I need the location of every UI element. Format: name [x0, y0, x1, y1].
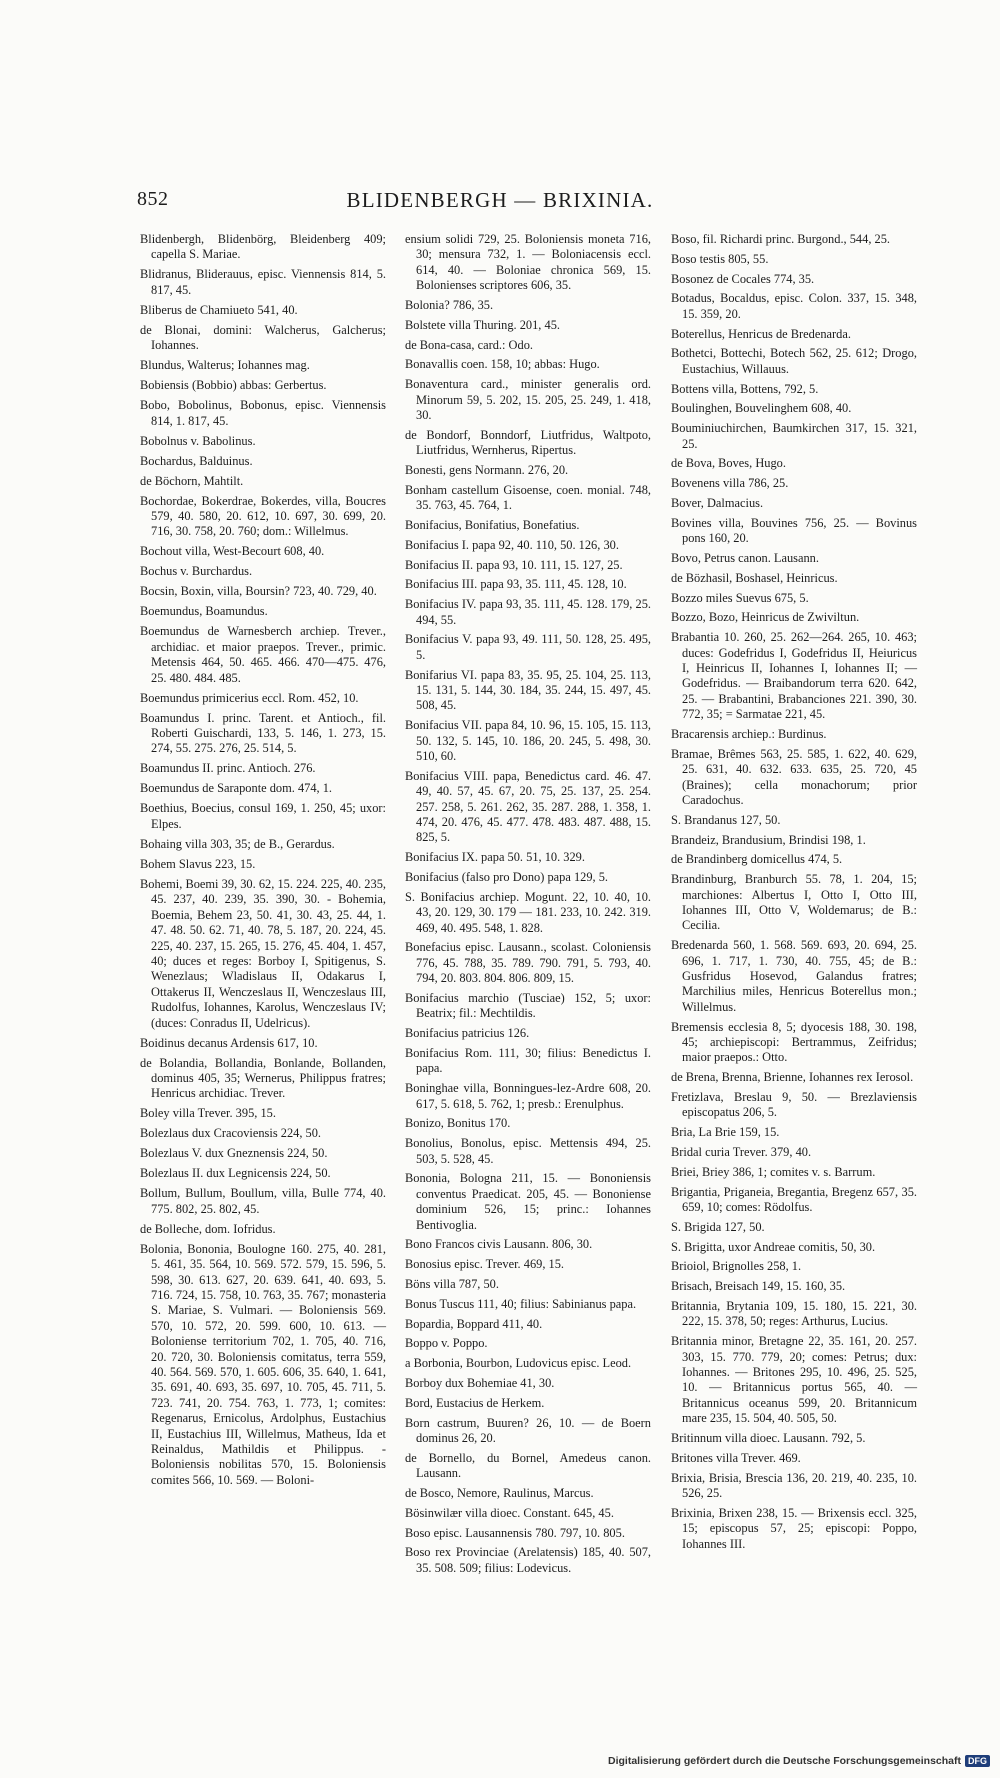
index-entry: Bredenarda 560, 1. 568. 569. 693, 20. 694, 25. 696, 1. 717, 1. 730, 40. 755, 45; de B.: Gusfridus Hosevod, Galandus fratres; Marchilius miles, Henricus Boterellus mon.; Willelmus. [671, 938, 917, 1014]
index-entry: Boemundus de Warnesberch archiep. Trever., archidiac. et maior praepos. Trever., primic. Metensis 464, 50. 465. 466. 470—475. 476, 25. 480. 484. 485. [140, 624, 386, 685]
index-entry: Bord, Eustacius de Herkem. [405, 1395, 545, 1410]
index-entry: S. Brigitta, uxor Andreae comitis, 50, 30. [671, 1239, 876, 1254]
index-entry: Bramae, Brêmes 563, 25. 585, 1. 622, 40. 629, 25. 631, 40. 632. 633. 635, 25. 720, 45 (Braines); cella monachorum; prior Caradochus. [671, 746, 917, 808]
index-entry: Bohaing villa 303, 35; de B., Gerardus. [140, 836, 335, 851]
index-entry: Bono Francos civis Lausann. 806, 30. [405, 1237, 593, 1252]
index-entry: Bocsin, Boxin, villa, Boursin? 723, 40. 729, 40. [140, 584, 377, 599]
index-entry: Boethius, Boecius, consul 169, 1. 250, 45; uxor: Elpes. [140, 801, 386, 831]
index-entry: Bosonez de Cocales 774, 35. [671, 271, 815, 286]
index-entry: de Bözhasil, Boshasel, Heinricus. [671, 570, 838, 585]
index-entry: Bonifacius III. papa 93, 35. 111, 45. 128, 10. [405, 577, 627, 592]
index-entry: Bover, Dalmacius. [671, 495, 764, 510]
index-column-left [140, 232, 386, 1493]
running-title: BLIDENBERGH — BRIXINIA. [346, 188, 654, 212]
index-entry: Bonesti, gens Normann. 276, 20. [405, 463, 569, 478]
index-entry: Böns villa 787, 50. [405, 1277, 499, 1292]
footer [608, 1753, 990, 1769]
index-entry: S. Bonifacius archiep. Mogunt. 22, 10. 40, 10. 43, 20. 129, 30. 179 — 181. 233, 10. 242. 319. 469, 40. 495. 548, 1. 828. [405, 889, 651, 935]
index-entry: de Brandinberg domicellus 474, 5. [671, 852, 843, 867]
index-entry: Boso episc. Lausannensis 780. 797, 10. 805. [405, 1525, 625, 1540]
index-entry: Blidranus, Bliderauus, episc. Viennensis 814, 5. 817, 45. [140, 267, 386, 297]
index-entry: Bothetci, Bottechi, Botech 562, 25. 612; Drogo, Eustachius, Willauus. [671, 346, 917, 376]
index-entry: Bolezlaus II. dux Legnicensis 224, 50. [140, 1166, 331, 1181]
index-entry: de Bova, Boves, Hugo. [671, 456, 786, 471]
index-entry: Bonus Tuscus 111, 40; filius: Sabinianus papa. [405, 1296, 637, 1311]
index-entry: Brixia, Brisia, Brescia 136, 20. 219, 40. 235, 10. 526, 25. [671, 1470, 917, 1501]
index-entry: Boso testis 805, 55. [671, 251, 769, 266]
index-entry: Bozzo, Bozo, Heinricus de Zwiviltun. [671, 610, 860, 625]
index-entry: Brandeiz, Brandusium, Brindisi 198, 1. [671, 832, 866, 847]
index-entry: Botadus, Bocaldus, episc. Colon. 337, 15. 348, 15. 359, 20. [671, 291, 917, 321]
index-entry: Bobiensis (Bobbio) abbas: Gerbertus. [140, 378, 327, 393]
index-entry: Bohemi, Boemi 39, 30. 62, 15. 224. 225, 40. 235, 45. 237, 40. 239, 35. 390, 30. - Bohemia, Boemia, Behem 23, 50. 41, 30. 43, 25. 44, 1. 47. 48. 50. 62. 71, 40. 78, 5. 187, 20. 224, 45. 225, 40. 237, 15. 265, 15. 276, 45. 404, 1. 457, 40; duces et reges: Borboy I, Spitigenus, S. Wenezlaus; Wladislaus II, Odakarus I, Ottakerus II, Wenczeslaus II, Wenczeslaus III, Rudolfus, Iohannes, Karolus, Wenczeslaus IV; (duces: Conradus II, Udelricus). [140, 876, 386, 1030]
index-entry: S. Brandanus 127, 50. [671, 812, 781, 827]
index-entry: Bonefacius episc. Lausann., scolast. Coloniensis 776, 45. 788, 35. 789. 790. 791, 5. 793, 40. 794, 20. 803. 804. 806. 809, 15. [405, 940, 651, 986]
index-entry: Bolezlaus V. dux Gneznensis 224, 50. [140, 1146, 328, 1161]
index-entry: Bonosius episc. Trever. 469, 15. [405, 1257, 565, 1272]
index-entry: Boso, fil. Richardi princ. Burgond., 544, 25. [671, 232, 891, 246]
index-entry: Bliberus de Chamiueto 541, 40. [140, 302, 298, 317]
index-entry: Brabantia 10. 260, 25. 262—264. 265, 10. 463; duces: Godefridus I, Godefridus II, Heiuricus I, Heinricus II, Iohannes I, Iohannes II; — Godefridus. — Braibandorum terra 620. 642, 25. — Brabantini, Brabanciones 221. 390, 30. 772, 35; = Sarmatae 221, 45. [671, 630, 917, 722]
index-entry: Bovenens villa 786, 25. [671, 476, 789, 491]
index-entry: Britinnum villa dioec. Lausann. 792, 5. [671, 1431, 866, 1446]
index-entry: Bonifacius patricius 126. [405, 1026, 530, 1041]
index-entry: Bonifacius Rom. 111, 30; filius: Benedictus I. papa. [405, 1046, 651, 1076]
index-entry: Bonifacius VII. papa 84, 10. 96, 15. 105, 15. 113, 50. 132, 5. 145, 10. 186, 20. 245, 5. 498, 30. 510, 60. [405, 718, 651, 764]
index-entry: Bonifacius, Bonifatius, Bonefatius. [405, 518, 580, 533]
dfg-logo: DFG [965, 1755, 990, 1767]
index-entry: ensium solidi 729, 25. Boloniensis moneta 716, 30; mensura 732, 1. — Boloniacensis eccl. 614, 40. — Boloniae chronica 569, 15. Bolonienses scriptores 606, 35. [405, 232, 651, 293]
index-entry: Britannia minor, Bretagne 22, 35. 161, 20. 257. 303, 15. 770. 779, 20; comes: Petrus; dux: Iohannes. — Britones 295, 10. 496, 25. 525, 10. — Britannicus portus 565, 40. — Britannicus oceanus 599, 20. Britannicum mare 235, 15. 504, 40. 505, 50. [671, 1334, 917, 1426]
index-entry: Bottens villa, Bottens, 792, 5. [671, 381, 819, 396]
index-entry: Brioiol, Brignolles 258, 1. [671, 1259, 802, 1274]
index-entry: Boidinus decanus Ardensis 617, 10. [140, 1035, 318, 1050]
index-entry: Bonifacius I. papa 92, 40. 110, 50. 126, 30. [405, 537, 619, 552]
index-entry: de Bona-casa, card.: Odo. [405, 337, 533, 352]
index-entry: Boppo v. Poppo. [405, 1336, 488, 1351]
footer-text: Digitalisierung gefördert durch die Deutsche Forschungsgemeinschaft [608, 1755, 961, 1767]
index-entry: de Bondorf, Bonndorf, Liutfridus, Waltpoto, Liutfridus, Wernherus, Ripertus. [405, 427, 651, 458]
index-entry: Brigantia, Priganeia, Bregantia, Bregenz 657, 35. 659, 10; comes: Rödolfus. [671, 1184, 917, 1215]
index-entry: de Bolleche, dom. Iofridus. [140, 1221, 276, 1236]
index-entry: Borboy dux Bohemiae 41, 30. [405, 1376, 555, 1391]
index-entry: Bovines villa, Bouvines 756, 25. — Bovinus pons 160, 20. [671, 515, 917, 546]
index-entry: Bohem Slavus 223, 15. [140, 856, 256, 871]
index-column-right [671, 232, 917, 1556]
index-entry: Bonifacius (falso pro Dono) papa 129, 5. [405, 870, 609, 885]
index-entry: Bösinwilær villa dioec. Constant. 645, 45. [405, 1505, 614, 1520]
index-entry: Bobo, Bobolinus, Bobonus, episc. Viennensis 814, 1. 817, 45. [140, 398, 386, 428]
index-entry: Boninghae villa, Bonningues-lez-Ardre 608, 20. 617, 5. 618, 5. 762, 1; presb.: Erenulphus. [405, 1081, 651, 1111]
index-entry: Bouminiuchirchen, Baumkirchen 317, 15. 321, 25. [671, 421, 917, 451]
index-entry: Britones villa Trever. 469. [671, 1450, 801, 1465]
index-entry: Fretizlava, Breslau 9, 50. — Brezlaviensis episcopatus 206, 5. [671, 1090, 917, 1120]
index-entry: Bonifacius VIII. papa, Benedictus card. 46. 47. 49, 40. 57, 45. 67, 20. 75, 25. 137, 25. 254. 257. 258, 5. 261. 262, 35. 287. 288, 1. 358, 1. 474, 20. 476, 45. 477. 478. 483. 487. 488, 15. 825, 5. [405, 768, 651, 845]
index-entry: Boulinghen, Bouvelinghem 608, 40. [671, 401, 852, 416]
index-entry: de Bosco, Nemore, Raulinus, Marcus. [405, 1486, 594, 1501]
index-entry: Bollum, Bullum, Boullum, villa, Bulle 774, 40. 775. 802, 25. 802, 45. [140, 1186, 386, 1216]
index-entry: Brixinia, Brixen 238, 15. — Brixensis eccl. 325, 15; episcopus 57, 25; episcopi: Poppo, Iohannes III. [671, 1505, 917, 1551]
index-entry: Bonifacius V. papa 93, 49. 111, 50. 128, 25. 495, 5. [405, 632, 651, 662]
index-entry: Boemundus primicerius eccl. Rom. 452, 10. [140, 690, 359, 705]
index-entry: Briei, Briey 386, 1; comites v. s. Barrum. [671, 1164, 876, 1179]
index-entry: Bochus v. Burchardus. [140, 564, 253, 579]
index-entry: Bonifacius IV. papa 93, 35. 111, 45. 128. 179, 25. 494, 55. [405, 597, 651, 627]
index-entry: Bochordae, Bokerdrae, Bokerdes, villa, Boucres 579, 40. 580, 20. 612, 10. 697, 30. 699, 20. 716, 30. 758, 20. 760; dom.: Willelmus. [140, 493, 386, 539]
index-entry: Bozzo miles Suevus 675, 5. [671, 590, 809, 605]
index-entry: Bonifacius marchio (Tusciae) 152, 5; uxor: Beatrix; fil.: Mechtildis. [405, 991, 651, 1021]
index-entry: Bolonia, Bononia, Boulogne 160. 275, 40. 281, 5. 461, 35. 564, 10. 569. 572. 579, 15. 596, 5. 598, 30. 613. 627, 20. 639. 641, 40. 693, 5. 716. 724, 15. 758, 10. 763, 35. 767; monasteria S. Mariae, S. Vulmari. — Boloniensis 569. 570, 10. 572, 20. 599. 600, 10. 613. — Boloniense territorium 702, 1. 705, 40. 716, 20. 720, 30. Boloniensis comitatus, terra 559, 40. 564. 569. 570, 1. 605. 606, 35. 640, 1. 641, 35. 691, 40. 693, 35. 697, 10. 705, 45. 711, 5. 723. 741, 20. 754. 763, 1. 773, 1; comites: Regenarus, Ernicolus, Ardolphus, Eustachius II, Eustachius III, Willelmus, Matheus, Ida et Reinaldus, Mathildis et Philippus. - Boloniensis nobilitas 570, 15. Boloniensis comites 566, 10. 569. — Boloni- [140, 1241, 386, 1487]
index-entry: Bochout villa, West-Becourt 608, 40. [140, 544, 325, 559]
index-entry: Bobolnus v. Babolinus. [140, 433, 256, 448]
index-entry: Born castrum, Buuren? 26, 10. — de Boern dominus 26, 20. [405, 1415, 651, 1446]
index-entry: de Blonai, domini: Walcherus, Galcherus; Iohannes. [140, 322, 386, 353]
index-entry: Bononia, Bologna 211, 15. — Bononiensis conventus Praedicat. 205, 45. — Bononiense dominium 526, 15; princ.: Iohannes Bentivoglia. [405, 1171, 651, 1232]
page-number: 852 [137, 188, 169, 210]
index-entry: Bonolius, Bonolus, episc. Mettensis 494, 25. 503, 5. 528, 45. [405, 1136, 651, 1166]
index-entry: Bonifarius VI. papa 83, 35. 95, 25. 104, 25. 113, 15. 131, 5. 144, 30. 184, 35. 244, 15. 497, 45. 508, 45. [405, 667, 651, 713]
index-entry: Bovo, Petrus canon. Lausann. [671, 550, 819, 565]
index-entry: Boemundus de Saraponte dom. 474, 1. [140, 781, 333, 796]
index-entry: Boso rex Provinciae (Arelatensis) 185, 40. 507, 35. 508. 509; filius: Lodevicus. [405, 1545, 651, 1575]
index-entry: de Brena, Brenna, Brienne, Iohannes rex Ierosol. [671, 1070, 914, 1085]
index-entry: Boamundus II. princ. Antioch. 276. [140, 761, 316, 776]
index-entry: Bonham castellum Gisoense, coen. monial. 748, 35. 763, 45. 764, 1. [405, 482, 651, 513]
index-entry: Bochardus, Balduinus. [140, 453, 253, 468]
index-entry: de Böchorn, Mahtilt. [140, 473, 244, 488]
index-entry: Bremensis ecclesia 8, 5; dyocesis 188, 30. 198, 45; archiepiscopi: Bertrammus, Zeifridus; maior praepos.: Otto. [671, 1019, 917, 1065]
index-entry: S. Brigida 127, 50. [671, 1219, 765, 1234]
index-entry: Bopardia, Boppard 411, 40. [405, 1316, 543, 1331]
index-entry: Boamundus I. princ. Tarent. et Antioch., fil. Roberti Guischardi, 133, 5. 146, 1. 273, 15. 274, 55. 275. 276, 25. 514, 5. [140, 710, 386, 756]
index-entry: de Bolandia, Bollandia, Bonlande, Bollanden, dominus 405, 35; Wernerus, Philippus fratres; Henricus archidiac. Trever. [140, 1055, 386, 1101]
index-entry: Brisach, Breisach 149, 15. 160, 35. [671, 1279, 846, 1294]
index-entry: Boemundus, Boamundus. [140, 604, 268, 619]
index-entry: Bracarensis archiep.: Burdinus. [671, 727, 827, 741]
index-entry: a Borbonia, Bourbon, Ludovicus episc. Leod. [405, 1356, 632, 1371]
index-entry: Boterellus, Henricus de Bredenarda. [671, 326, 851, 341]
index-entry: Bria, La Brie 159, 15. [671, 1125, 780, 1140]
index-entry: Bolezlaus dux Cracoviensis 224, 50. [140, 1126, 322, 1141]
index-entry: Britannia, Brytania 109, 15. 180, 15. 221, 30. 222, 15. 378, 50; reges: Arthurus, Lucius. [671, 1299, 917, 1329]
index-entry: Bonifacius II. papa 93, 10. 111, 15. 127, 25. [405, 557, 623, 572]
index-entry: de Bornello, du Bornel, Amedeus canon. Lausann. [405, 1450, 651, 1481]
index-entry: Bolonia? 786, 35. [405, 298, 494, 313]
index-entry: Bonifacius IX. papa 50. 51, 10. 329. [405, 850, 585, 865]
index-column-middle [405, 232, 651, 1581]
index-entry: Bonavallis coen. 158, 10; abbas: Hugo. [405, 357, 600, 372]
index-entry: Bonizo, Bonitus 170. [405, 1116, 511, 1131]
index-entry: Bolstete villa Thuring. 201, 45. [405, 317, 560, 332]
index-entry: Bridal curia Trever. 379, 40. [671, 1145, 812, 1160]
index-entry: Brandinburg, Branburch 55. 78, 1. 204, 15; marchiones: Albertus I, Otto I, Otto III, Iohannes III, Otto V, Woldemarus; de B.: Cecilia. [671, 872, 917, 933]
index-entry: Blundus, Walterus; Iohannes mag. [140, 358, 310, 373]
page-header [0, 188, 1000, 218]
index-entry: Boley villa Trever. 395, 15. [140, 1106, 276, 1121]
index-entry: Bonaventura card., minister generalis ord. Minorum 59, 5. 202, 15. 205, 25. 249, 1. 418, 30. [405, 377, 651, 423]
index-entry: Blidenbergh, Blidenbörg, Bleidenberg 409; capella S. Mariae. [140, 232, 386, 262]
